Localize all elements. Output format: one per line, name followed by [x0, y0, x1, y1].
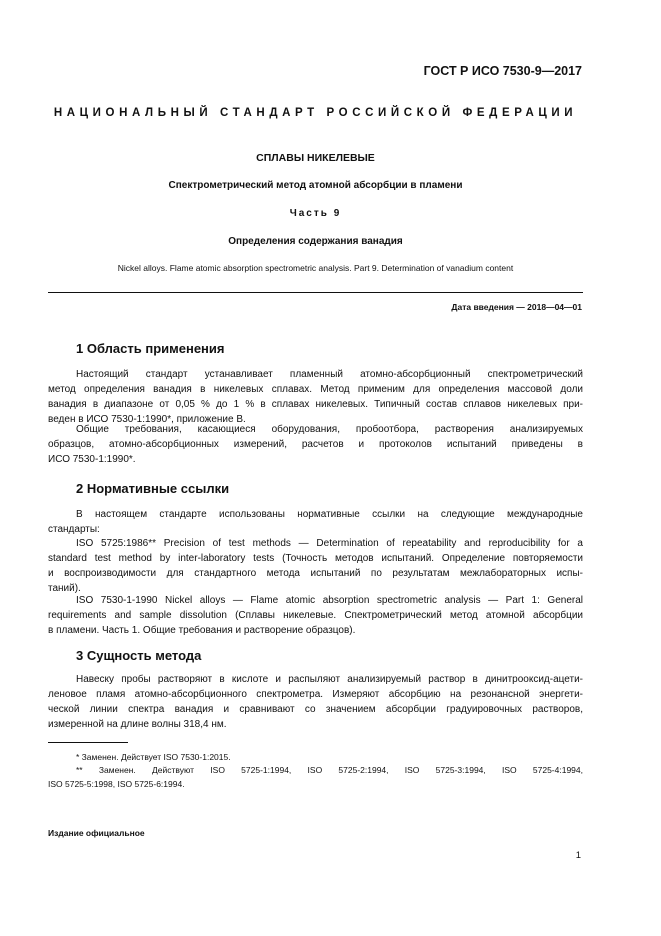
document-code: ГОСТ Р ИСО 7530-9—2017: [423, 64, 582, 78]
official-edition-label: Издание официальное: [48, 828, 145, 838]
title-main: СПЛАВЫ НИКЕЛЕВЫЕ: [256, 152, 375, 164]
national-standard-banner: НАЦИОНАЛЬНЫЙ СТАНДАРТ РОССИЙСКОЙ ФЕДЕРАЦИИ: [53, 107, 578, 119]
text-line: ческой линии спектра ванадия и сравнивают со значением абсорбции градуировочных растворов,: [48, 704, 583, 715]
footnote-divider: [48, 742, 128, 743]
text-line: В настоящем стандарте использованы нормативные ссылки на следующие международные: [76, 509, 583, 520]
section-heading-scope: 1 Область применения: [76, 341, 225, 356]
date-of-introduction: Дата введения — 2018—04—01: [451, 302, 582, 312]
paragraph: [48, 536, 583, 596]
section-heading-method-principle: 3 Сущность метода: [76, 648, 202, 663]
text-line: ISO 5725:1986** Precision of test methods — Determination of repeatability and reproducibility for a: [76, 538, 583, 549]
title-method: Спектрометрический метод атомной абсорбции в пламени: [168, 180, 463, 191]
text-line: метод определения ванадия в никелевых сплавах. Метод применим для определения массовой доли: [48, 384, 583, 395]
paragraph: [48, 507, 583, 537]
footnote: [48, 750, 583, 764]
text-line: таний).: [48, 583, 81, 594]
paragraph: [48, 672, 583, 732]
text-line: ИСО 7530-1:1990*.: [48, 454, 136, 465]
text-line: образцов, атомно-абсорбционных измерений, расчетов и протоколов испытаний приведены в: [48, 439, 583, 450]
text-line: и воспроизводимости для стандартного метода испытаний по результатам межлабораторных испы-: [48, 568, 583, 579]
text-line: requirements and sample dissolution (Сплавы никелевые. Спектрометрический метод атомной абсорбции: [48, 610, 583, 621]
footnote-line: ISO 5725-5:1998, ISO 5725-6:1994.: [48, 779, 185, 789]
text-line: standard test method by inter-laboratory tests (Точность методов испытаний. Определение повторяемости: [48, 553, 583, 564]
paragraph: [48, 593, 583, 638]
text-line: веден в ИСО 7530-1:1990*, приложение В.: [48, 414, 246, 425]
footnote: [48, 763, 583, 791]
footnote-line: * Заменен. Действует ISO 7530-1:2015.: [76, 752, 231, 762]
text-line: в пламени. Часть 1. Общие требования и растворение образцов).: [48, 625, 356, 636]
text-line: Общие требования, касающиеся оборудования, пробоотбора, растворения анализируемых: [76, 424, 583, 435]
paragraph: [48, 367, 583, 427]
title-english: Nickel alloys. Flame atomic absorption spectrometric analysis. Part 9. Determination of vanadium content: [117, 263, 514, 273]
text-line: Навеску пробы растворяют в кислоте и распыляют анализируемый раствор в динитрооксид-ацети-: [76, 674, 583, 685]
text-line: Настоящий стандарт устанавливает пламенный атомно-абсорбционный спектрометрический: [76, 369, 583, 380]
text-line: леновое пламя атомно-абсорбционного спектрометра. Измеряют абсорбцию на резонансной энергети-: [48, 689, 583, 700]
section-heading-normative-references: 2 Нормативные ссылки: [76, 481, 230, 496]
title-part-name: Определения содержания ванадия: [228, 236, 403, 247]
page-number: 1: [575, 850, 581, 861]
text-line: стандарты:: [48, 524, 100, 535]
title-part: Часть 9: [289, 208, 342, 219]
text-line: ванадия в диапазоне от 0,05 % до 1 % в сплавах никелевых. Типичный состав сплавов никелевых при-: [48, 399, 583, 410]
paragraph: [48, 422, 583, 467]
title-divider: [48, 292, 583, 293]
text-line: ISO 7530-1-1990 Nickel alloys — Flame atomic absorption spectrometric analysis — Part 1: General: [76, 595, 583, 606]
text-line: измеренной на длине волны 318,4 нм.: [48, 719, 227, 730]
footnote-line: ** Заменен. Действуют ISO 5725-1:1994, ISO 5725-2:1994, ISO 5725-3:1994, ISO 5725-4:1994,: [76, 765, 583, 775]
